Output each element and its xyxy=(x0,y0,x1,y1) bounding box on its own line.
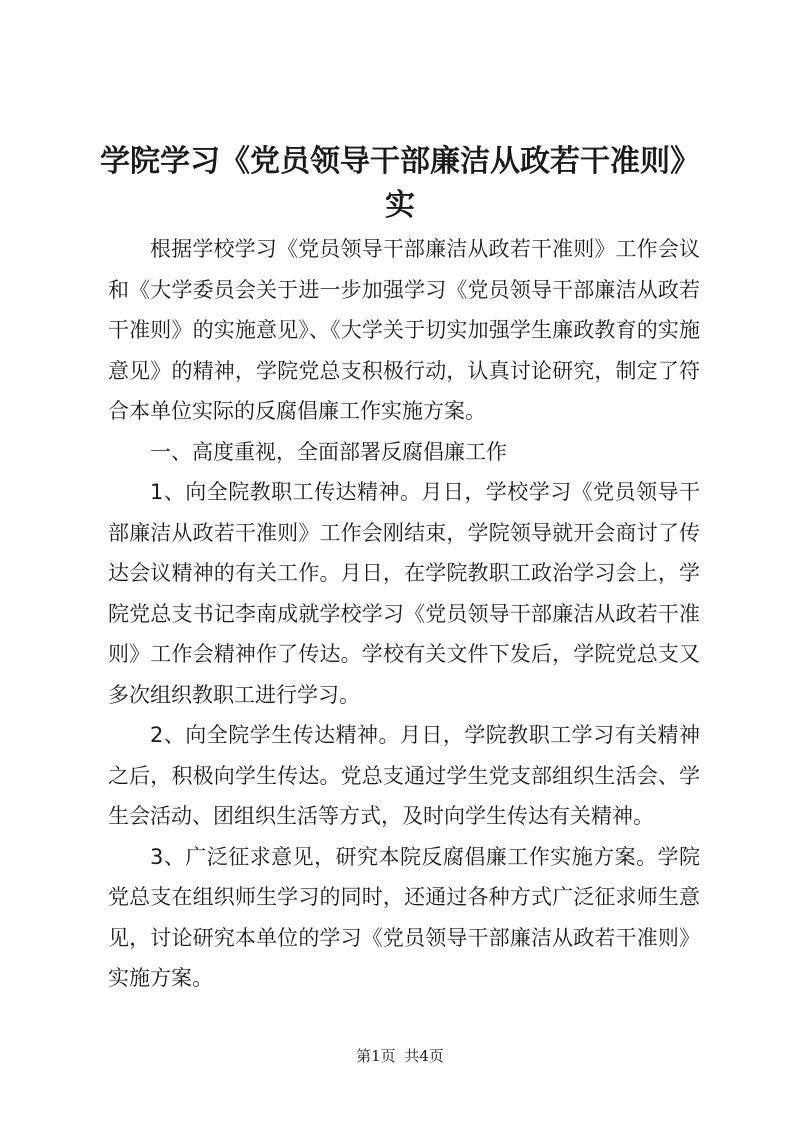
document-body xyxy=(108,229,700,999)
page-footer xyxy=(0,1046,800,1066)
paragraph-item-2: 2、向全院学生传达精神。月日，学院教职工学习有关精神之后，积极向学生传达。党总支通过学生党支部组织生活会、学生会活动、团组织生活等方式，及时向学生传达有关精神。 xyxy=(108,723,700,828)
section-heading: 一、高度重视，全面部署反腐倡廉工作 xyxy=(150,439,507,464)
page-number: 第1页 xyxy=(356,1047,396,1065)
document-title-line2: 实 xyxy=(385,188,415,223)
paragraph-intro: 根据学校学习《党员领导干部廉洁从政若干准则》工作会议和《大学委员会关于进一步加强学习《党员领导干部廉洁从政若干准则》的实施意见》、《大学关于切实加强学生廉政教育的实施意见》的精神，学院党总支积极行动，认真讨论研究，制定了符合本单位实际的反腐倡廉工作实施方案。 xyxy=(108,237,700,423)
paragraph-item-1: 1、向全院教职工传达精神。月日，学校学习《党员领导干部廉洁从政若干准则》工作会刚结束，学院领导就开会商讨了传达会议精神的有关工作。月日，在学院教职工政治学习会上，学院党总支书记李南成就学校学习《党员领导干部廉洁从政若干准则》工作会精神作了传达。学校有关文件下发后，学院党总支又多次组织教职工进行学习。 xyxy=(108,480,700,707)
page-total: 共4页 xyxy=(404,1047,444,1065)
paragraph-item-3: 3、广泛征求意见，研究本院反腐倡廉工作实施方案。学院党总支在组织师生学习的同时，还通过各种方式广泛征求师生意见，讨论研究本单位的学习《党员领导干部廉洁从政若干准则》实施方案。 xyxy=(108,844,700,990)
document-title-line1: 学院学习《党员领导干部廉洁从政若干准则》 xyxy=(100,144,700,179)
